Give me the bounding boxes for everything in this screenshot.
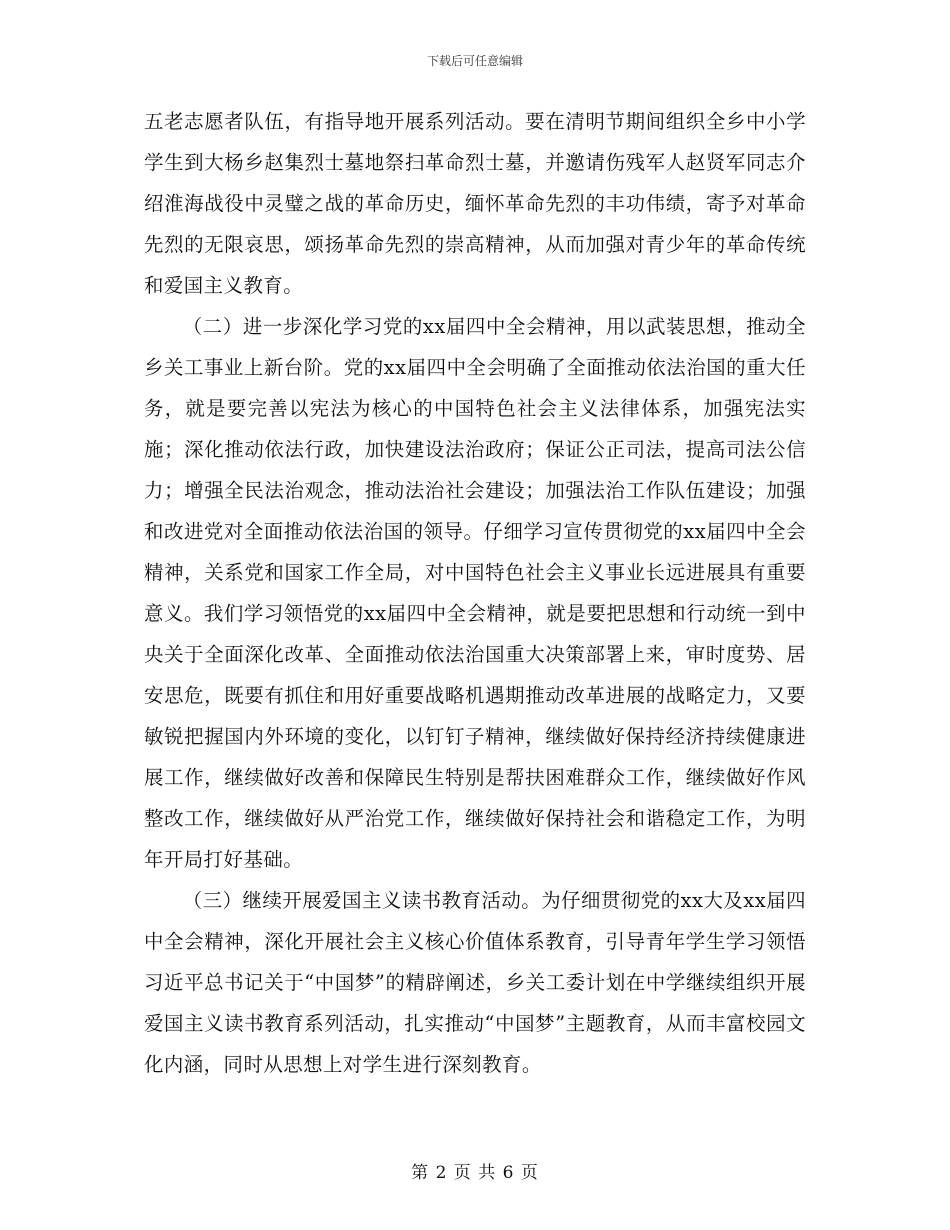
page-number-footer: 第 2 页 共 6 页 [411,1163,539,1183]
paragraph-section-three: （三）继续开展爱国主义读书教育活动。为仔细贯彻党的xx大及xx届四中全会精神，深化开展社会主义核心价值体系教育，引导青年学生学习领悟习近平总书记关于“中国梦”的精辟阐述，乡关工委计划在中学继续组织开展爱国主义读书教育系列活动，扎实推动“中国梦”主题教育，从而丰富校园文化内涵，同时从思想上对学生进行深刻教育。 [144,889,806,1076]
document-body [144,101,806,1085]
paragraph-section-two: （二）进一步深化学习党的xx届四中全会精神，用以武装思想，推动全乡关工事业上新台阶。党的xx届四中全会明确了全面推动依法治国的重大任务，就是要完善以宪法为核心的中国特色社会主义法律体系，加强宪法实施；深化推动依法行政，加快建设法治政府；保证公正司法，提高司法公信力；增强全民法治观念，推动法治社会建设；加强法治工作队伍建设；加强和改进党对全面推动依法治国的领导。仔细学习宣传贯彻党的xx届四中全会精神，关系党和国家工作全局，对中国特色社会主义事业长远进展具有重要意义。我们学习领悟党的xx届四中全会精神，就是要把思想和行动统一到中央关于全面深化改革、全面推动依法治国重大决策部署上来，审时度势、居安思危，既要有抓住和用好重要战略机遇期推动改革进展的战略定力，又要敏锐把握国内外环境的变化，以钉钉子精神，继续做好保持经济持续健康进展工作，继续做好改善和保障民生特别是帮扶困难群众工作，继续做好作风整改工作，继续做好从严治党工作，继续做好保持社会和谐稳定工作，为明年开局打好基础。 [144,315,806,871]
paragraph-continued: 五老志愿者队伍，有指导地开展系列活动。要在清明节期间组织全乡中小学学生到大杨乡赵集烈士墓地祭扫革命烈士墓，并邀请伤残军人赵贤军同志介绍淮海战役中灵璧之战的革命历史，缅怀革命先烈的丰功伟绩，寄予对革命先烈的无限哀思，颂扬革命先烈的崇高精神，从而加强对青少年的革命传统和爱国主义教育。 [144,110,806,297]
page-header: 下载后可任意编辑 [426,54,523,68]
